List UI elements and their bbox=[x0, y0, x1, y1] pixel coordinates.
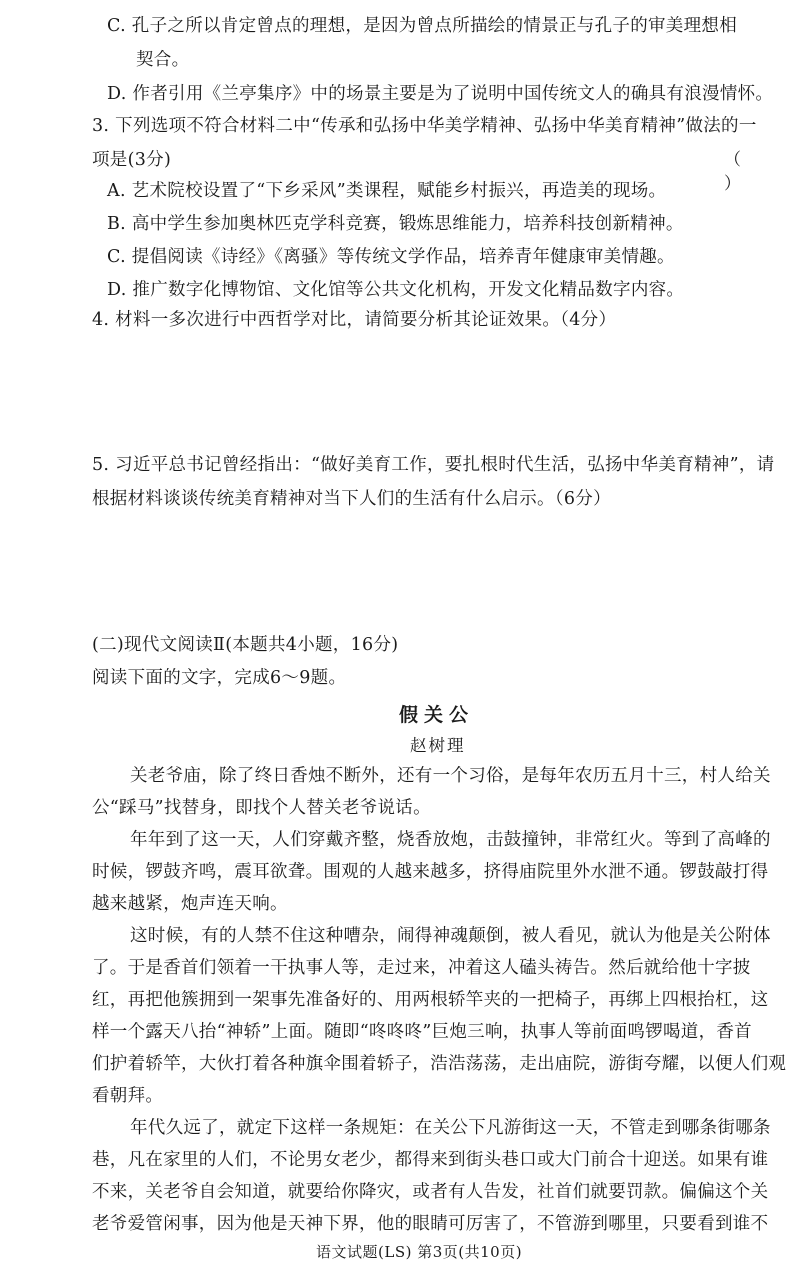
paragraph-line: 年代久远了，就定下这样一条规矩：在关公下凡游街这一天，不管走到哪条街哪条 bbox=[130, 1118, 771, 1138]
article-title: 假关公 bbox=[399, 704, 475, 726]
paragraph-line: 们护着轿竿，大伙打着各种旗伞围着轿子，浩浩荡荡，走出庙院，游街夸耀，以便人们观 bbox=[92, 1054, 787, 1074]
paragraph-line: 看朝拜。 bbox=[92, 1086, 164, 1106]
q3-option-d: D. 推广数字化博物馆、文化馆等公共文化机构，开发文化精品数字内容。 bbox=[107, 280, 685, 300]
paragraph-line: 关老爷庙，除了终日香烛不断外，还有一个习俗，是每年农历五月十三，村人给关 bbox=[130, 766, 771, 786]
paragraph-line: 巷，凡在家里的人们，不论男女老少，都得来到街头巷口或大门前合十迎送。如果有谁 bbox=[92, 1150, 769, 1170]
page-footer: 语文试题(LS) 第3页(共10页) bbox=[316, 1243, 523, 1261]
paragraph-line: 时候，锣鼓齐鸣，震耳欲聋。围观的人越来越多，挤得庙院里外水泄不通。锣鼓敲打得 bbox=[92, 862, 769, 882]
paragraph-line: 不来，关老爷自会知道，就要给你降灾，或者有人告发，社首们就要罚款。偏偏这个关 bbox=[92, 1182, 769, 1202]
paragraph-line: 样一个露天八抬“神轿”上面。随即“咚咚咚”巨炮三响，执事人等前面鸣锣喝道，香首 bbox=[92, 1022, 752, 1042]
section-instruction: 阅读下面的文字，完成6～9题。 bbox=[92, 668, 347, 688]
q5-stem-line2: 根据材料谈谈传统美育精神对当下人们的生活有什么启示。（6分） bbox=[92, 489, 611, 509]
q2-option-c: C. 孔子之所以肯定曾点的理想，是因为曾点所描绘的情景正与孔子的审美理想相 bbox=[107, 16, 737, 36]
paragraph-line: 了。于是香首们领着一干执事人等，走过来，冲着这人磕头祷告。然后就给他十字披 bbox=[92, 958, 751, 978]
q3-option-a: A. 艺术院校设置了“下乡采风”类课程，赋能乡村振兴，再造美的现场。 bbox=[107, 181, 667, 201]
article-author: 赵树理 bbox=[410, 736, 466, 755]
q5-stem-line1: 5. 习近平总书记曾经指出：“做好美育工作，要扎根时代生活，弘扬中华美育精神”，请 bbox=[92, 455, 775, 475]
q3-stem: 3. 下列选项不符合材料二中“传承和弘扬中华美学精神、弘扬中华美育精神”做法的一 bbox=[92, 116, 757, 136]
q4-stem: 4. 材料一多次进行中西哲学对比，请简要分析其论证效果。（4分） bbox=[92, 310, 617, 330]
paragraph-line: 年年到了这一天，人们穿戴齐整，烧香放炮，击鼓撞钟，非常红火。等到了高峰的 bbox=[130, 830, 771, 850]
q3-option-b: B. 高中学生参加奥林匹克学科竞赛，锻炼思维能力，培养科技创新精神。 bbox=[107, 214, 684, 234]
q3-option-c: C. 提倡阅读《诗经》《离骚》等传统文学作品，培养青年健康审美情趣。 bbox=[107, 247, 675, 267]
q3-stem-continuation: 项是(3分) bbox=[92, 150, 172, 170]
q2-option-c-continuation: 契合。 bbox=[136, 50, 190, 70]
paragraph-line: 老爷爱管闲事，因为他是天神下界，他的眼睛可厉害了，不管游到哪里，只要看到谁不 bbox=[92, 1214, 769, 1234]
q2-option-d: D. 作者引用《兰亭集序》中的场景主要是为了说明中国传统文人的确具有浪漫情怀。 bbox=[107, 84, 774, 104]
paragraph-line: 公“踩马”找替身，即找个人替关老爷说话。 bbox=[92, 798, 431, 818]
paragraph-line: 越来越紧，炮声连天响。 bbox=[92, 894, 288, 914]
section-heading: (二)现代文阅读Ⅱ(本题共4小题，16分) bbox=[92, 635, 399, 655]
paragraph-line: 这时候，有的人禁不住这种嘈杂，闹得神魂颠倒，被人看见，就认为他是关公附体 bbox=[130, 926, 771, 946]
paragraph-line: 红，再把他簇拥到一架事先准备好的、用两根轿竿夹的一把椅子，再绑上四根抬杠，这 bbox=[92, 990, 769, 1010]
q3-answer-bracket: （ ） bbox=[724, 150, 765, 194]
